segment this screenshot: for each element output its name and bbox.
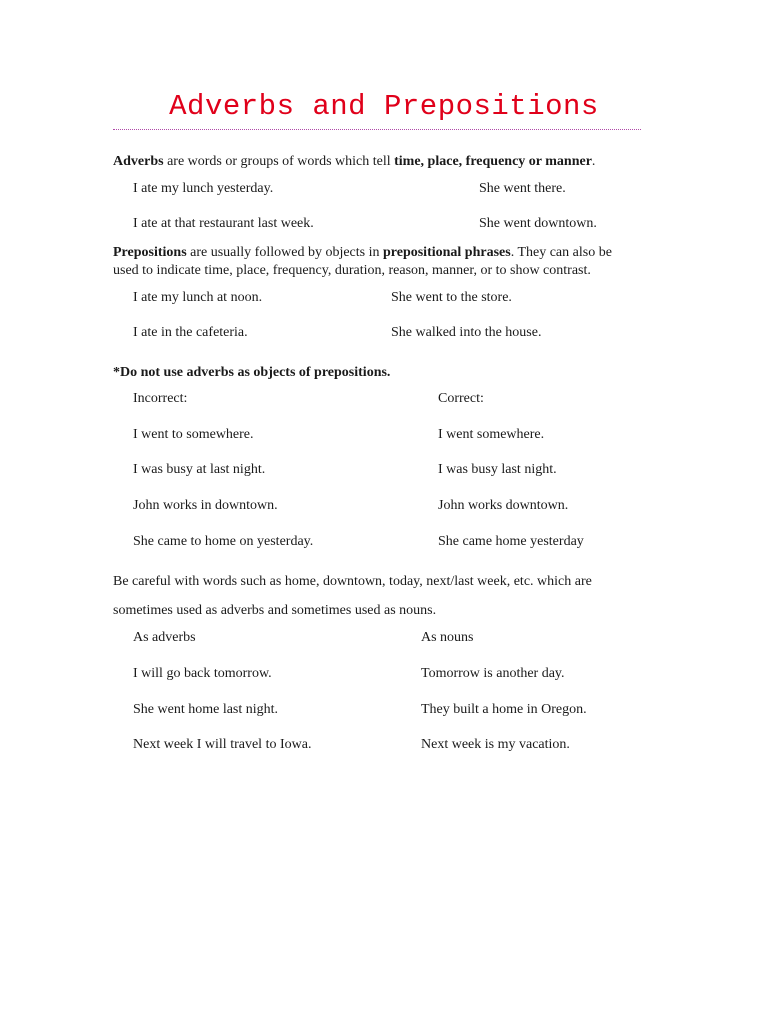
noun-usage-example: They built a home in Oregon. xyxy=(421,702,587,717)
adverb-usage-example: I will go back tomorrow. xyxy=(133,666,272,681)
correct-example: John works downtown. xyxy=(438,498,569,513)
preposition-example-left: I ate my lunch at noon. xyxy=(133,290,263,305)
preposition-example-right: She went to the store. xyxy=(391,290,512,305)
incorrect-example: I was busy at last night. xyxy=(133,462,266,477)
adverb-example-left: I ate at that restaurant last week. xyxy=(133,216,314,231)
adverb-example-left: I ate my lunch yesterday. xyxy=(133,181,274,196)
adverbs-definition xyxy=(113,153,595,171)
adverbs-definition-end: . xyxy=(591,154,596,169)
prepositions-definition-emphasis: prepositional phrases xyxy=(382,245,511,260)
warning-note: *Do not use adverbs as objects of prepositions. xyxy=(113,365,391,380)
prepositions-term: Prepositions xyxy=(113,245,187,260)
incorrect-example: She came to home on yesterday. xyxy=(133,534,314,549)
adverbs-term: Adverbs xyxy=(113,154,164,169)
incorrect-header: Incorrect: xyxy=(133,391,188,406)
correct-header: Correct: xyxy=(438,391,484,406)
prepositions-definition-text: are usually followed by objects in xyxy=(186,245,383,260)
adverbs-definition-emphasis: time, place, frequency or manner xyxy=(394,154,592,169)
incorrect-example: I went to somewhere. xyxy=(133,427,254,442)
correct-example: She came home yesterday xyxy=(438,534,584,549)
noun-usage-example: Tomorrow is another day. xyxy=(421,666,565,681)
adverb-example-right: She went downtown. xyxy=(479,216,597,231)
preposition-example-right: She walked into the house. xyxy=(391,325,542,340)
adverb-usage-example: She went home last night. xyxy=(133,702,279,717)
prepositions-definition xyxy=(113,244,612,262)
adverbs-definition-text: are words or groups of words which tell xyxy=(163,154,395,169)
prepositions-definition-line2: used to indicate time, place, frequency, duration, reason, manner, or to show contrast. xyxy=(113,263,591,278)
adverb-usage-example: Next week I will travel to Iowa. xyxy=(133,737,312,752)
adverb-example-right: She went there. xyxy=(479,181,566,196)
correct-example: I was busy last night. xyxy=(438,462,557,477)
page-title: Adverbs and Prepositions xyxy=(169,90,599,123)
incorrect-example: John works in downtown. xyxy=(133,498,278,513)
careful-note-line1: Be careful with words such as home, downtown, today, next/last week, etc. which are xyxy=(113,574,592,589)
noun-usage-example: Next week is my vacation. xyxy=(421,737,570,752)
title-divider xyxy=(113,129,641,130)
correct-example: I went somewhere. xyxy=(438,427,545,442)
as-nouns-header: As nouns xyxy=(421,630,474,645)
prepositions-definition-text-2: . They can also be xyxy=(510,245,612,260)
as-adverbs-header: As adverbs xyxy=(133,630,196,645)
preposition-example-left: I ate in the cafeteria. xyxy=(133,325,248,340)
careful-note-line2: sometimes used as adverbs and sometimes used as nouns. xyxy=(113,603,437,618)
